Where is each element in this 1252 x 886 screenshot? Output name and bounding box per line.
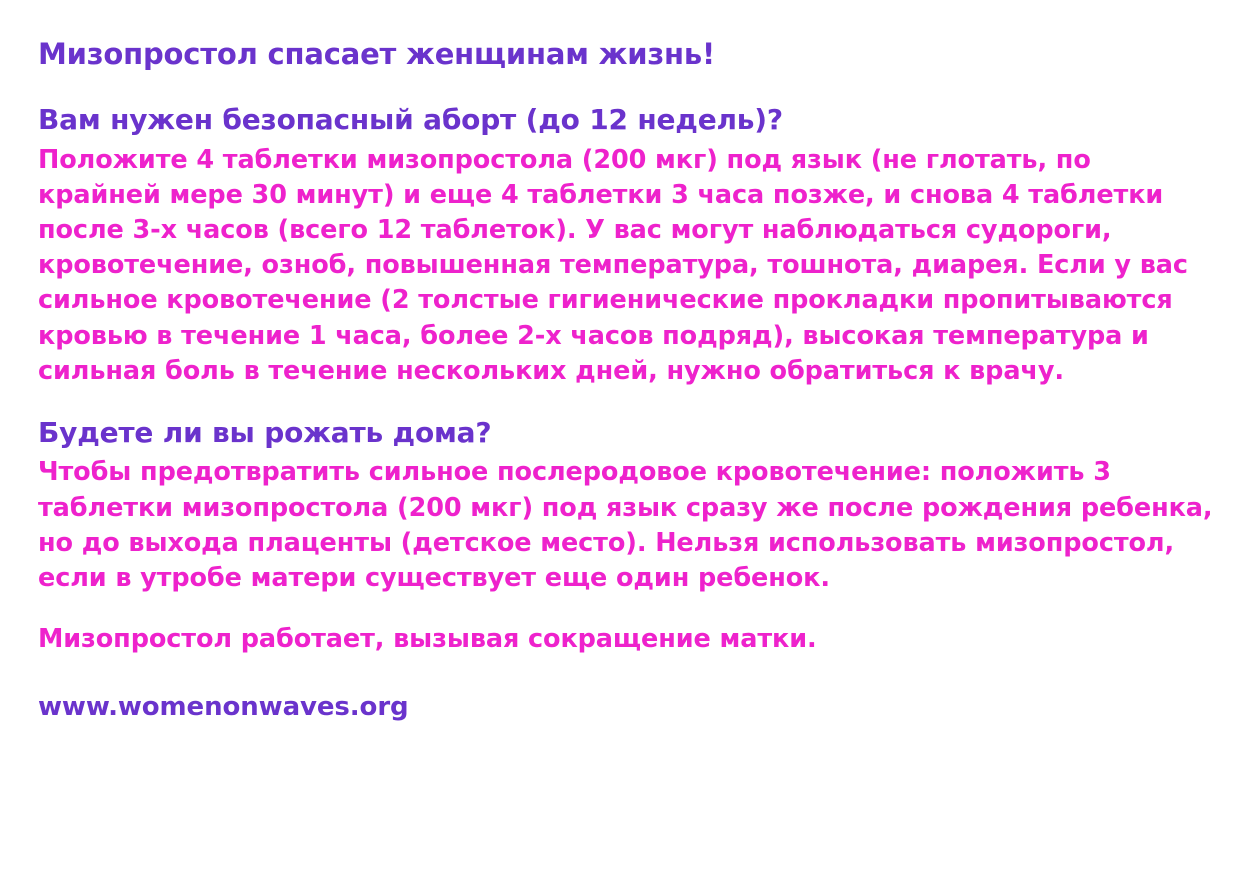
section-heading-home-birth: Будете ли вы рожать дома?: [38, 415, 492, 449]
section-home-birth: [38, 415, 1222, 596]
page-title: Мизопростол спасает женщинам жизнь!: [38, 37, 716, 71]
section-body-home-birth: Чтобы предотвратить сильное послеродовое кровотечение: положить 3 таблетки мизопростола (200 мкг) под язык сразу же после рождения ребенка, но до выхода плаценты (детское место). Нельзя использовать мизопростол, если в утробе матери существует еще один ребенок.: [38, 457, 1213, 593]
section-safe-abortion: [38, 102, 1222, 389]
section-heading-safe-abortion: Вам нужен безопасный аборт (до 12 недель)?: [38, 103, 783, 137]
section-body-safe-abortion: Положите 4 таблетки мизопростола (200 мкг) под язык (не глотать, по крайней мере 30 минут) и еще 4 таблетки 3 часа позже, и снова 4 таблетки после 3-х часов (всего 12 таблеток). У вас могут наблюдаться судороги, кровотечение, озноб, повышенная температура, тошнота, диарея. Если у вас сильное кровотечение (2 толстые гигиенические прокладки пропитываются кровью в течение 1 часа, более 2-х часов подряд), высокая температура и сильная боль в течение нескольких дней, нужно обратиться к врачу.: [38, 144, 1188, 386]
closing-note: Мизопростол работает, вызывая сокращение матки.: [38, 624, 817, 655]
website-link[interactable]: www.womenonwaves.org: [38, 692, 409, 723]
